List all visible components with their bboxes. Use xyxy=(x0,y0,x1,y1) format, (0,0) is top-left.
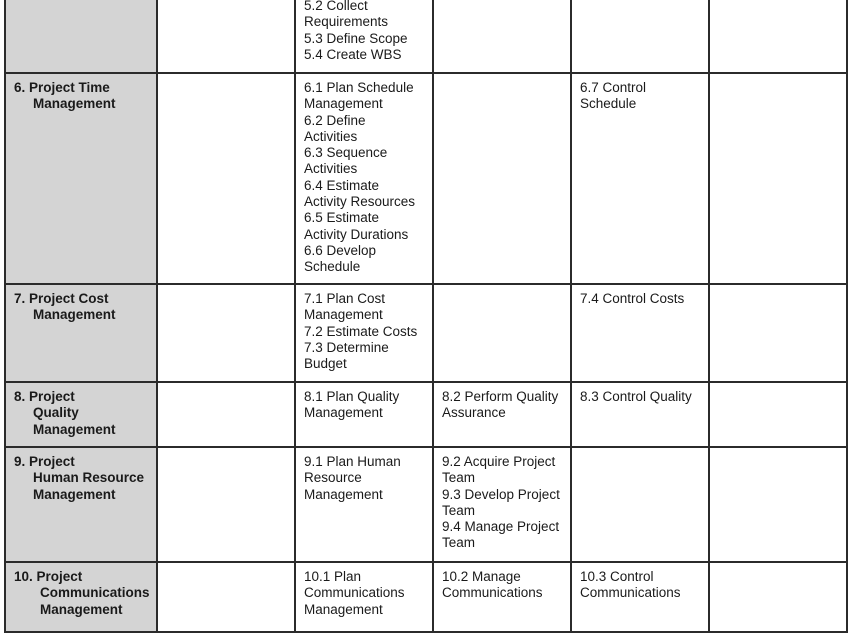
initiating-cell xyxy=(157,562,295,632)
knowledge-area-cell xyxy=(5,0,157,73)
planning-cell xyxy=(295,73,433,284)
process-line: Management xyxy=(304,307,383,323)
process-line: Management xyxy=(304,601,383,617)
process-line: 6.4 Estimate xyxy=(304,177,380,193)
knowledge-area-cell xyxy=(5,562,157,632)
process-line: 5.3 Define Scope xyxy=(304,30,408,46)
process-line: Assurance xyxy=(442,405,506,421)
process-line: 6.1 Plan Schedule xyxy=(304,80,414,95)
planning-cell xyxy=(295,284,433,382)
initiating-cell xyxy=(157,382,295,447)
executing-cell xyxy=(433,382,571,447)
process-line: Management xyxy=(304,486,383,502)
process-line: 9.2 Acquire Project xyxy=(442,454,556,469)
process-line: 6.7 Control xyxy=(580,80,647,95)
process-line: Activity Resources xyxy=(304,194,416,210)
process-line: 9.1 Plan Human xyxy=(304,454,401,469)
process-line: Schedule xyxy=(304,259,361,275)
table-row xyxy=(5,447,847,562)
process-line: 5.2 Collect xyxy=(304,0,368,13)
process-line: Communications xyxy=(304,585,405,601)
knowledge-area-label: Management xyxy=(33,486,116,502)
knowledge-area-label: 9. Project xyxy=(14,454,75,469)
process-line: Activities xyxy=(304,128,358,144)
process-line: 10.3 Control xyxy=(580,569,654,584)
executing-cell xyxy=(433,0,571,73)
monitoring-cell xyxy=(571,73,709,284)
initiating-cell xyxy=(157,73,295,284)
process-line: Activity Durations xyxy=(304,226,409,242)
monitoring-cell xyxy=(571,382,709,447)
closing-cell xyxy=(709,562,847,632)
knowledge-area-label: Quality xyxy=(33,405,79,421)
knowledge-area-cell xyxy=(5,284,157,382)
knowledge-area-label: Human Resource xyxy=(33,470,145,486)
knowledge-area-cell xyxy=(5,73,157,284)
closing-cell xyxy=(709,0,847,73)
process-line: Communications xyxy=(442,585,543,601)
closing-cell xyxy=(709,284,847,382)
knowledge-area-label: Management xyxy=(33,307,116,323)
monitoring-cell xyxy=(571,0,709,73)
table-row xyxy=(5,382,847,447)
process-line: Budget xyxy=(304,356,347,372)
process-line: 6.3 Sequence xyxy=(304,145,388,161)
process-line: Communications xyxy=(580,585,681,601)
process-line: 8.1 Plan Quality xyxy=(304,389,400,404)
table-row xyxy=(5,284,847,382)
process-line: 5.4 Create WBS xyxy=(304,46,402,62)
initiating-cell xyxy=(157,447,295,562)
process-line: Activities xyxy=(304,161,358,177)
process-line: Schedule xyxy=(580,96,637,112)
process-line: 7.3 Determine xyxy=(304,339,389,355)
process-line: 9.3 Develop Project xyxy=(442,486,560,502)
process-line: Requirements xyxy=(304,14,389,30)
process-line: 7.4 Control Costs xyxy=(580,291,685,306)
process-line: 7.1 Plan Cost xyxy=(304,291,386,306)
table-row xyxy=(5,562,847,632)
table-row xyxy=(5,0,847,73)
knowledge-area-cell xyxy=(5,447,157,562)
planning-cell xyxy=(295,382,433,447)
initiating-cell xyxy=(157,284,295,382)
process-mapping-table xyxy=(4,0,848,633)
knowledge-area-label: Communications xyxy=(40,585,150,601)
executing-cell xyxy=(433,284,571,382)
closing-cell xyxy=(709,382,847,447)
table-row xyxy=(5,73,847,284)
process-line: Management xyxy=(304,405,383,421)
planning-cell xyxy=(295,562,433,632)
planning-cell xyxy=(295,0,433,73)
knowledge-area-label: 7. Project Cost xyxy=(14,291,109,306)
process-line: Team xyxy=(442,470,476,486)
executing-cell xyxy=(433,73,571,284)
executing-cell xyxy=(433,562,571,632)
process-line: Team xyxy=(442,535,476,551)
knowledge-area-label: 6. Project Time xyxy=(14,80,110,95)
process-line: 6.2 Define xyxy=(304,112,366,128)
monitoring-cell xyxy=(571,562,709,632)
knowledge-area-label: Management xyxy=(40,601,123,617)
knowledge-area-label: Management xyxy=(33,96,116,112)
closing-cell xyxy=(709,447,847,562)
closing-cell xyxy=(709,73,847,284)
process-line: 9.4 Manage Project xyxy=(442,519,560,535)
process-line: Management xyxy=(304,96,383,112)
knowledge-area-cell xyxy=(5,382,157,447)
monitoring-cell xyxy=(571,447,709,562)
planning-cell xyxy=(295,447,433,562)
process-line: 6.5 Estimate xyxy=(304,210,380,226)
process-line: 10.1 Plan xyxy=(304,569,362,584)
knowledge-area-label: Management xyxy=(33,421,116,437)
initiating-cell xyxy=(157,0,295,73)
process-line: 10.2 Manage xyxy=(442,569,521,584)
process-line: 8.3 Control Quality xyxy=(580,389,692,404)
executing-cell xyxy=(433,447,571,562)
knowledge-area-label: 8. Project xyxy=(14,389,75,404)
knowledge-area-label: 10. Project xyxy=(14,569,83,584)
process-line: Team xyxy=(442,502,476,518)
process-line: 8.2 Perform Quality xyxy=(442,389,559,404)
process-line: 7.2 Estimate Costs xyxy=(304,323,418,339)
monitoring-cell xyxy=(571,284,709,382)
process-line: Resource xyxy=(304,470,362,486)
process-line: 6.6 Develop xyxy=(304,242,377,258)
